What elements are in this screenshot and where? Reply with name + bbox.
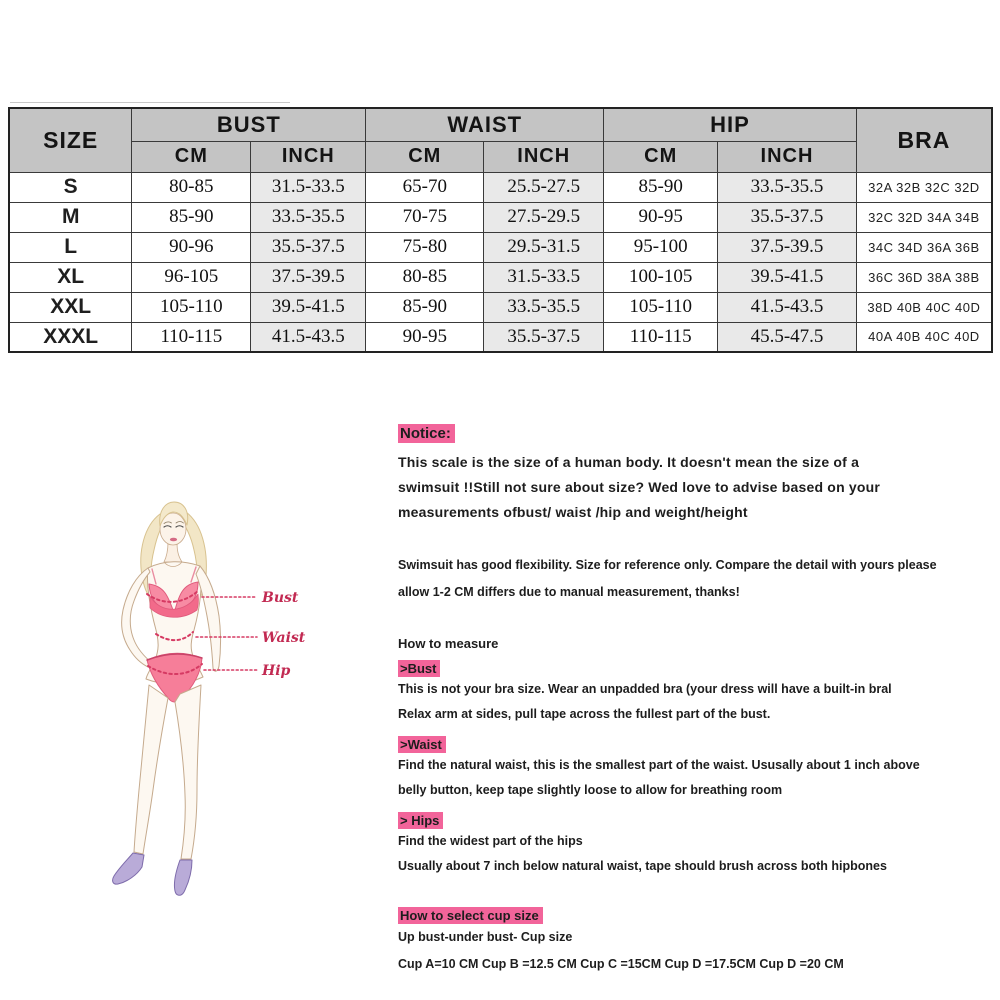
hips-heading-highlight: > Hips [398,812,443,829]
cup-heading-highlight: How to select cup size [398,907,543,924]
bust-inch-cell: 31.5-33.5 [251,172,366,202]
waist-inch-cell: 25.5-27.5 [484,172,604,202]
bust-cm-cell: 96-105 [132,262,251,292]
size-cell: XL [9,262,132,292]
hip-inch-cell: 35.5-37.5 [718,202,857,232]
hip-cm-cell: 95-100 [604,232,718,262]
waist-figure-label: Waist [262,630,306,646]
bust-figure-label: Bust [262,590,299,606]
size-cell: XXL [9,292,132,322]
bust-cm-cell: 85-90 [132,202,251,232]
notice-line: swimsuit !!Still not sure about size? Wed love to advise based on your [398,479,881,495]
bust-cm-cell: 110-115 [132,322,251,352]
hip-inch-cell: 41.5-43.5 [718,292,857,322]
hip-inch-cell: 45.5-47.5 [718,322,857,352]
cup-line: Up bust-under bust- Cup size [398,930,573,944]
hip-figure-label: Hip [262,663,291,679]
bra-header-cell: BRA [856,108,992,172]
hip-cm-cell: 100-105 [604,262,718,292]
header-row-units [9,141,992,172]
hips-section-body [398,829,983,879]
sizing-guide-text [398,424,983,978]
bra-cell: 38D 40B 40C 40D [856,292,992,322]
waist-heading-highlight: >Waist [398,736,446,753]
woman-sketch-illustration [80,480,400,910]
waist-inch-cell: 27.5-29.5 [484,202,604,232]
bust-cm-cell: 90-96 [132,232,251,262]
bust-line: This is not your bra size. Wear an unpadded bra (your dress will have a built-in bral [398,682,892,696]
waist-inch-header: INCH [484,141,604,172]
hip-cm-cell: 110-115 [604,322,718,352]
waist-line: Find the natural waist, this is the smallest part of the waist. Ususally about 1 inch above [398,758,920,772]
bust-inch-cell: 35.5-37.5 [251,232,366,262]
hips-line: Find the widest part of the hips [398,834,583,848]
waist-header-cell: WAIST [366,108,604,141]
notice-line: This scale is the size of a human body. It doesn't mean the size of a [398,454,860,470]
bra-cell: 32A 32B 32C 32D [856,172,992,202]
cup-size-section [398,907,983,978]
size-cell: L [9,232,132,262]
bust-section-body [398,677,983,727]
waist-section-heading [398,736,983,753]
waist-cm-cell: 80-85 [366,262,484,292]
flex-line: Swimsuit has good flexibility. Size for reference only. Compare the detail with yours please [398,558,937,572]
size-chart-table [8,107,993,353]
bust-cm-cell: 80-85 [132,172,251,202]
bust-section-heading [398,660,983,677]
waist-cm-cell: 70-75 [366,202,484,232]
waist-cm-cell: 75-80 [366,232,484,262]
waist-cm-header: CM [366,141,484,172]
waist-cm-cell: 90-95 [366,322,484,352]
hip-cm-cell: 105-110 [604,292,718,322]
table-row-s [9,172,992,202]
table-row-xxxl [9,322,992,352]
size-header-cell: SIZE [9,108,132,172]
how-to-measure-heading: How to measure [398,636,499,651]
waist-cm-cell: 85-90 [366,292,484,322]
waist-inch-cell: 31.5-33.5 [484,262,604,292]
table-row-xl [9,262,992,292]
bra-cell: 36C 36D 38A 38B [856,262,992,292]
waist-inch-cell: 33.5-35.5 [484,292,604,322]
waist-inch-cell: 35.5-37.5 [484,322,604,352]
measurement-figure [80,480,400,910]
waist-section-body [398,753,983,803]
hip-inch-cell: 39.5-41.5 [718,262,857,292]
bust-inch-cell: 41.5-43.5 [251,322,366,352]
bust-heading-highlight: >Bust [398,660,440,677]
waist-cm-cell: 65-70 [366,172,484,202]
hip-cm-cell: 90-95 [604,202,718,232]
notice-heading-highlight: Notice: [398,424,455,443]
bust-line: Relax arm at sides, pull tape across the fullest part of the bust. [398,707,771,721]
hips-section-heading [398,812,983,829]
hips-line: Usually about 7 inch below natural waist, tape should brush across both hipbones [398,859,887,873]
header-row-groups [9,108,992,141]
notice-heading [398,424,983,443]
waist-line: belly button, keep tape slightly loose to allow for breathing room [398,783,783,797]
bust-header-cell: BUST [132,108,366,141]
bust-inch-cell: 37.5-39.5 [251,262,366,292]
waist-inch-cell: 29.5-31.5 [484,232,604,262]
bust-inch-header: INCH [251,141,366,172]
size-cell: M [9,202,132,232]
size-cell: XXXL [9,322,132,352]
bust-cm-cell: 105-110 [132,292,251,322]
bra-cell: 40A 40B 40C 40D [856,322,992,352]
bust-cm-header: CM [132,141,251,172]
top-divider-line [10,102,290,103]
hip-inch-header: INCH [718,141,857,172]
bra-cell: 32C 32D 34A 34B [856,202,992,232]
flex-line: allow 1-2 CM differs due to manual measurement, thanks! [398,585,740,599]
hip-inch-cell: 37.5-39.5 [718,232,857,262]
bra-cell: 34C 34D 36A 36B [856,232,992,262]
table-row-xxl [9,292,992,322]
cup-line: Cup A=10 CM Cup B =12.5 CM Cup C =15CM Cup D =17.5CM Cup D =20 CM [398,957,844,971]
table-row-l [9,232,992,262]
bust-inch-cell: 39.5-41.5 [251,292,366,322]
size-cell: S [9,172,132,202]
hip-inch-cell: 33.5-35.5 [718,172,857,202]
notice-line: measurements ofbust/ waist /hip and weight/height [398,504,748,520]
flexibility-note [398,552,983,606]
hip-cm-cell: 85-90 [604,172,718,202]
notice-paragraph [398,450,983,525]
table-row-m [9,202,992,232]
hip-header-cell: HIP [604,108,857,141]
bust-inch-cell: 33.5-35.5 [251,202,366,232]
cup-section-heading [398,907,983,924]
hip-cm-header: CM [604,141,718,172]
